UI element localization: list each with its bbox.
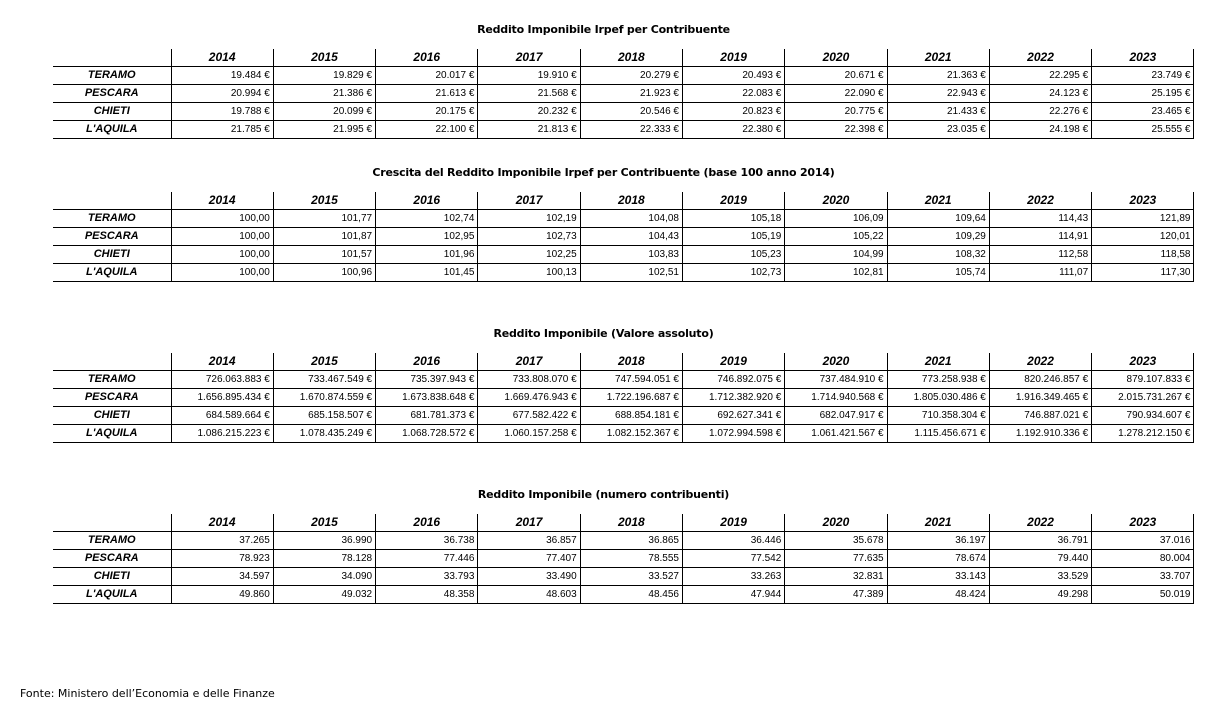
table-title: Reddito Imponibile (Valore assoluto) (493, 327, 714, 340)
table-cell: 78.555 (580, 550, 682, 568)
table-cell: 820.246.857 € (989, 371, 1091, 389)
table-cell: 33.527 (580, 568, 682, 586)
table-cell: 21.613 € (376, 85, 478, 103)
table-cell: 101,87 (273, 228, 375, 246)
table-cell: 1.086.215.223 € (171, 425, 273, 443)
table-cell: 685.158.507 € (273, 407, 375, 425)
table-cell: 37.016 (1092, 532, 1194, 550)
table-cell: 108,32 (887, 246, 989, 264)
row-label: PESCARA (53, 550, 171, 568)
row-label: PESCARA (53, 85, 171, 103)
year-header: 2020 (785, 353, 887, 371)
table-cell: 100,00 (171, 210, 273, 228)
table-cell: 1.060.157.258 € (478, 425, 580, 443)
table-cell: 109,64 (887, 210, 989, 228)
table-block-reddito-per-contribuente (0, 23, 1207, 153)
year-header: 2023 (1092, 353, 1194, 371)
table-cell: 100,00 (171, 228, 273, 246)
table-cell: 21.363 € (887, 67, 989, 85)
table-cell: 20.175 € (376, 103, 478, 121)
table-row (53, 67, 1194, 85)
table-cell: 79.440 (989, 550, 1091, 568)
table-cell: 1.669.476.943 € (478, 389, 580, 407)
table-cell: 33.490 (478, 568, 580, 586)
table-cell: 1.916.349.465 € (989, 389, 1091, 407)
table-cell: 104,43 (580, 228, 682, 246)
table-cell: 1.078.435.249 € (273, 425, 375, 443)
row-label: PESCARA (53, 228, 171, 246)
table-row (53, 103, 1194, 121)
year-header: 2015 (273, 192, 375, 210)
table-cell: 36.857 (478, 532, 580, 550)
row-label: PESCARA (53, 389, 171, 407)
year-header: 2022 (989, 192, 1091, 210)
table-cell: 112,58 (989, 246, 1091, 264)
table-cell: 105,23 (682, 246, 784, 264)
table-cell: 48.456 (580, 586, 682, 604)
table-row (53, 210, 1194, 228)
table-block-numero-contribuenti (0, 488, 1207, 618)
year-header: 2021 (887, 514, 989, 532)
table-cell: 21.995 € (273, 121, 375, 139)
data-table (53, 353, 1194, 443)
table-cell: 21.568 € (478, 85, 580, 103)
year-header: 2023 (1092, 49, 1194, 67)
row-label: CHIETI (53, 103, 171, 121)
table-cell: 78.923 (171, 550, 273, 568)
table-row (53, 371, 1194, 389)
table-row (53, 550, 1194, 568)
table-cell: 1.068.728.572 € (376, 425, 478, 443)
header-row (53, 353, 1194, 371)
table-row (53, 264, 1194, 282)
table-cell: 109,29 (887, 228, 989, 246)
table-cell: 20.994 € (171, 85, 273, 103)
table-cell: 114,91 (989, 228, 1091, 246)
table-cell: 2.015.731.267 € (1092, 389, 1194, 407)
table-cell: 19.829 € (273, 67, 375, 85)
table-cell: 688.854.181 € (580, 407, 682, 425)
table-cell: 22.295 € (989, 67, 1091, 85)
table-cell: 48.358 (376, 586, 478, 604)
table-cell: 101,57 (273, 246, 375, 264)
table-cell: 36.791 (989, 532, 1091, 550)
table-cell: 23.749 € (1092, 67, 1194, 85)
table-cell: 50.019 (1092, 586, 1194, 604)
table-title: Crescita del Reddito Imponibile Irpef per Contribuente (base 100 anno 2014) (372, 166, 835, 179)
table-cell: 692.627.341 € (682, 407, 784, 425)
table-row (53, 407, 1194, 425)
table-cell: 33.707 (1092, 568, 1194, 586)
table-cell: 100,96 (273, 264, 375, 282)
table-cell: 681.781.373 € (376, 407, 478, 425)
table-cell: 47.944 (682, 586, 784, 604)
header-corner (53, 49, 171, 67)
table-cell: 33.529 (989, 568, 1091, 586)
year-header: 2015 (273, 49, 375, 67)
row-label: CHIETI (53, 407, 171, 425)
table-cell: 1.115.456.671 € (887, 425, 989, 443)
table-cell: 36.197 (887, 532, 989, 550)
table-row (53, 532, 1194, 550)
table-cell: 105,74 (887, 264, 989, 282)
table-cell: 790.934.607 € (1092, 407, 1194, 425)
year-header: 2014 (171, 49, 273, 67)
year-header: 2019 (682, 192, 784, 210)
table-cell: 105,22 (785, 228, 887, 246)
year-header: 2021 (887, 353, 989, 371)
table-cell: 22.083 € (682, 85, 784, 103)
table-cell: 33.143 (887, 568, 989, 586)
year-header: 2020 (785, 514, 887, 532)
table-cell: 21.813 € (478, 121, 580, 139)
table-cell: 1.061.421.567 € (785, 425, 887, 443)
year-header: 2023 (1092, 514, 1194, 532)
year-header: 2019 (682, 353, 784, 371)
table-cell: 879.107.833 € (1092, 371, 1194, 389)
row-label: TERAMO (53, 210, 171, 228)
table-cell: 106,09 (785, 210, 887, 228)
table-cell: 20.671 € (785, 67, 887, 85)
year-header: 2016 (376, 49, 478, 67)
data-table (53, 49, 1194, 139)
table-cell: 746.892.075 € (682, 371, 784, 389)
table-cell: 35.678 (785, 532, 887, 550)
table-block-reddito-valore-assoluto (0, 327, 1207, 457)
year-header: 2014 (171, 192, 273, 210)
table-cell: 747.594.051 € (580, 371, 682, 389)
table-cell: 19.788 € (171, 103, 273, 121)
table-cell: 682.047.917 € (785, 407, 887, 425)
year-header: 2016 (376, 192, 478, 210)
table-cell: 34.090 (273, 568, 375, 586)
year-header: 2022 (989, 514, 1091, 532)
table-cell: 733.467.549 € (273, 371, 375, 389)
year-header: 2022 (989, 49, 1091, 67)
table-row (53, 568, 1194, 586)
year-header: 2015 (273, 353, 375, 371)
table-row (53, 586, 1194, 604)
table-cell: 101,77 (273, 210, 375, 228)
year-header: 2018 (580, 49, 682, 67)
table-cell: 102,51 (580, 264, 682, 282)
table-cell: 20.775 € (785, 103, 887, 121)
data-table (53, 514, 1194, 604)
table-cell: 102,19 (478, 210, 580, 228)
table-cell: 1.722.196.687 € (580, 389, 682, 407)
table-cell: 21.923 € (580, 85, 682, 103)
table-cell: 100,13 (478, 264, 580, 282)
table-cell: 22.090 € (785, 85, 887, 103)
table-cell: 1.082.152.367 € (580, 425, 682, 443)
table-cell: 121,89 (1092, 210, 1194, 228)
table-cell: 19.484 € (171, 67, 273, 85)
table-cell: 102,95 (376, 228, 478, 246)
table-cell: 21.785 € (171, 121, 273, 139)
table-row (53, 389, 1194, 407)
table-cell: 77.635 (785, 550, 887, 568)
table-cell: 36.738 (376, 532, 478, 550)
table-cell: 36.865 (580, 532, 682, 550)
year-header: 2020 (785, 49, 887, 67)
table-cell: 20.099 € (273, 103, 375, 121)
year-header: 2019 (682, 49, 784, 67)
table-cell: 118,58 (1092, 246, 1194, 264)
table-cell: 111,07 (989, 264, 1091, 282)
header-row (53, 192, 1194, 210)
table-cell: 20.279 € (580, 67, 682, 85)
table-cell: 102,73 (682, 264, 784, 282)
table-cell: 1.656.895.434 € (171, 389, 273, 407)
table-row (53, 121, 1194, 139)
table-cell: 105,18 (682, 210, 784, 228)
table-cell: 105,19 (682, 228, 784, 246)
table-cell: 20.546 € (580, 103, 682, 121)
table-cell: 77.446 (376, 550, 478, 568)
year-header: 2018 (580, 192, 682, 210)
table-cell: 48.603 (478, 586, 580, 604)
table-cell: 101,96 (376, 246, 478, 264)
table-cell: 102,25 (478, 246, 580, 264)
table-cell: 20.017 € (376, 67, 478, 85)
table-cell: 1.805.030.486 € (887, 389, 989, 407)
table-cell: 78.128 (273, 550, 375, 568)
table-cell: 735.397.943 € (376, 371, 478, 389)
year-header: 2017 (478, 192, 580, 210)
table-title: Reddito Imponibile (numero contribuenti) (477, 488, 730, 501)
table-cell: 733.808.070 € (478, 371, 580, 389)
row-label: L'AQUILA (53, 121, 171, 139)
table-cell: 49.860 (171, 586, 273, 604)
table-cell: 25.555 € (1092, 121, 1194, 139)
year-header: 2021 (887, 49, 989, 67)
table-cell: 80.004 (1092, 550, 1194, 568)
table-cell: 32.831 (785, 568, 887, 586)
table-cell: 120,01 (1092, 228, 1194, 246)
table-cell: 23.035 € (887, 121, 989, 139)
table-cell: 23.465 € (1092, 103, 1194, 121)
table-cell: 102,74 (376, 210, 478, 228)
table-cell: 104,08 (580, 210, 682, 228)
year-header: 2020 (785, 192, 887, 210)
row-label: L'AQUILA (53, 425, 171, 443)
table-cell: 1.192.910.336 € (989, 425, 1091, 443)
table-cell: 21.433 € (887, 103, 989, 121)
table-cell: 25.195 € (1092, 85, 1194, 103)
table-cell: 102,73 (478, 228, 580, 246)
table-cell: 684.589.664 € (171, 407, 273, 425)
table-cell: 1.712.382.920 € (682, 389, 784, 407)
table-cell: 114,43 (989, 210, 1091, 228)
table-cell: 20.232 € (478, 103, 580, 121)
table-cell: 33.793 (376, 568, 478, 586)
row-label: CHIETI (53, 246, 171, 264)
table-cell: 47.389 (785, 586, 887, 604)
table-cell: 37.265 (171, 532, 273, 550)
row-label: TERAMO (53, 371, 171, 389)
year-header: 2014 (171, 353, 273, 371)
table-cell: 726.063.883 € (171, 371, 273, 389)
year-header: 2021 (887, 192, 989, 210)
year-header: 2016 (376, 353, 478, 371)
header-corner (53, 353, 171, 371)
table-cell: 34.597 (171, 568, 273, 586)
year-header: 2018 (580, 353, 682, 371)
table-cell: 100,00 (171, 246, 273, 264)
year-header: 2017 (478, 353, 580, 371)
row-label: CHIETI (53, 568, 171, 586)
table-cell: 773.258.938 € (887, 371, 989, 389)
table-row (53, 85, 1194, 103)
table-cell: 77.542 (682, 550, 784, 568)
table-cell: 22.380 € (682, 121, 784, 139)
table-cell: 103,83 (580, 246, 682, 264)
table-cell: 737.484.910 € (785, 371, 887, 389)
table-cell: 20.493 € (682, 67, 784, 85)
table-cell: 1.278.212.150 € (1092, 425, 1194, 443)
table-cell: 104,99 (785, 246, 887, 264)
table-cell: 22.398 € (785, 121, 887, 139)
row-label: TERAMO (53, 532, 171, 550)
table-cell: 22.943 € (887, 85, 989, 103)
row-label: L'AQUILA (53, 586, 171, 604)
table-row (53, 425, 1194, 443)
table-cell: 710.358.304 € (887, 407, 989, 425)
table-cell: 49.032 (273, 586, 375, 604)
header-corner (53, 192, 171, 210)
table-cell: 746.887.021 € (989, 407, 1091, 425)
table-cell: 100,00 (171, 264, 273, 282)
table-block-crescita-reddito (0, 166, 1207, 296)
table-row (53, 228, 1194, 246)
table-row (53, 246, 1194, 264)
year-header: 2016 (376, 514, 478, 532)
table-cell: 101,45 (376, 264, 478, 282)
table-cell: 102,81 (785, 264, 887, 282)
table-cell: 49.298 (989, 586, 1091, 604)
table-cell: 1.673.838.648 € (376, 389, 478, 407)
table-cell: 19.910 € (478, 67, 580, 85)
header-row (53, 49, 1194, 67)
year-header: 2014 (171, 514, 273, 532)
year-header: 2018 (580, 514, 682, 532)
table-cell: 20.823 € (682, 103, 784, 121)
table-cell: 22.100 € (376, 121, 478, 139)
table-cell: 24.198 € (989, 121, 1091, 139)
table-title: Reddito Imponibile Irpef per Contribuente (477, 23, 730, 36)
table-cell: 24.123 € (989, 85, 1091, 103)
year-header: 2015 (273, 514, 375, 532)
table-cell: 1.072.994.598 € (682, 425, 784, 443)
year-header: 2017 (478, 514, 580, 532)
table-cell: 22.276 € (989, 103, 1091, 121)
table-cell: 33.263 (682, 568, 784, 586)
data-table (53, 192, 1194, 282)
year-header: 2017 (478, 49, 580, 67)
table-cell: 1.670.874.559 € (273, 389, 375, 407)
row-label: L'AQUILA (53, 264, 171, 282)
year-header: 2019 (682, 514, 784, 532)
header-row (53, 514, 1194, 532)
table-cell: 117,30 (1092, 264, 1194, 282)
source-note: Fonte: Ministero dell’Economia e delle Finanze (20, 687, 275, 700)
table-cell: 22.333 € (580, 121, 682, 139)
year-header: 2023 (1092, 192, 1194, 210)
row-label: TERAMO (53, 67, 171, 85)
table-cell: 1.714.940.568 € (785, 389, 887, 407)
year-header: 2022 (989, 353, 1091, 371)
table-cell: 36.990 (273, 532, 375, 550)
table-cell: 77.407 (478, 550, 580, 568)
table-cell: 78.674 (887, 550, 989, 568)
table-cell: 21.386 € (273, 85, 375, 103)
table-cell: 36.446 (682, 532, 784, 550)
table-cell: 677.582.422 € (478, 407, 580, 425)
header-corner (53, 514, 171, 532)
table-cell: 48.424 (887, 586, 989, 604)
